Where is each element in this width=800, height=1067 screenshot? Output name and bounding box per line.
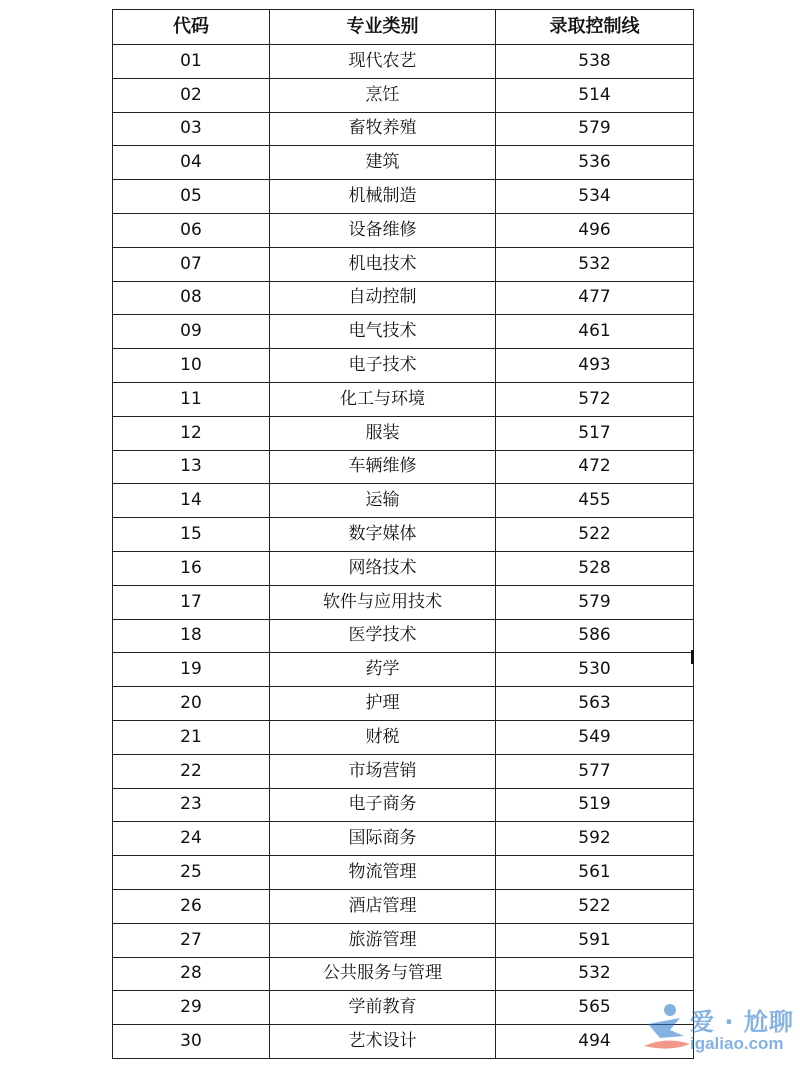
table-header-row [113,10,694,45]
admission-score-cell: 561 [496,856,694,890]
admission-score-cell: 577 [496,754,694,788]
admission-score-cell: 586 [496,619,694,653]
header-admission-score: 录取控制线 [496,10,694,45]
admission-score-cell: 549 [496,720,694,754]
admission-score-cell: 477 [496,281,694,315]
major-category-cell: 数字媒体 [270,518,496,552]
major-category-cell: 市场营销 [270,754,496,788]
admission-score-cell: 536 [496,146,694,180]
table-row [113,687,694,721]
admission-score-table [112,9,694,1059]
major-category-cell: 酒店管理 [270,889,496,923]
code-cell: 26 [113,889,270,923]
major-category-cell: 财税 [270,720,496,754]
table-row [113,180,694,214]
admission-score-cell: 532 [496,957,694,991]
code-cell: 28 [113,957,270,991]
table-row [113,112,694,146]
admission-score-cell: 563 [496,687,694,721]
major-category-cell: 机械制造 [270,180,496,214]
header-code: 代码 [113,10,270,45]
major-category-cell: 服装 [270,416,496,450]
table-row [113,889,694,923]
admission-score-cell: 528 [496,551,694,585]
code-cell: 07 [113,247,270,281]
table-row [113,957,694,991]
table-row [113,788,694,822]
major-category-cell: 现代农艺 [270,45,496,79]
table-row [113,653,694,687]
major-category-cell: 电子技术 [270,349,496,383]
watermark-url: igaliao.com [690,1034,784,1053]
code-cell: 24 [113,822,270,856]
admission-score-cell: 472 [496,450,694,484]
major-category-cell: 自动控制 [270,281,496,315]
admission-score-cell: 455 [496,484,694,518]
code-cell: 25 [113,856,270,890]
table-row [113,213,694,247]
code-cell: 29 [113,991,270,1025]
table-row [113,416,694,450]
admission-score-cell: 496 [496,213,694,247]
major-category-cell: 畜牧养殖 [270,112,496,146]
admission-score-cell: 494 [496,1025,694,1059]
admission-score-cell: 461 [496,315,694,349]
code-cell: 02 [113,78,270,112]
code-cell: 14 [113,484,270,518]
major-category-cell: 药学 [270,653,496,687]
major-category-cell: 烹饪 [270,78,496,112]
admission-score-cell: 591 [496,923,694,957]
table-row [113,923,694,957]
admission-score-cell: 530 [496,653,694,687]
code-cell: 18 [113,619,270,653]
site-watermark [640,998,795,1060]
table-body [113,45,694,1059]
admission-score-cell: 565 [496,991,694,1025]
table-row [113,484,694,518]
table-row [113,619,694,653]
table-row [113,856,694,890]
code-cell: 13 [113,450,270,484]
admission-score-cell: 532 [496,247,694,281]
admission-score-cell: 522 [496,518,694,552]
major-category-cell: 车辆维修 [270,450,496,484]
code-cell: 20 [113,687,270,721]
admission-score-cell: 579 [496,585,694,619]
code-cell: 10 [113,349,270,383]
admission-score-cell: 538 [496,45,694,79]
major-category-cell: 运输 [270,484,496,518]
table-row [113,349,694,383]
runner-logo-icon [640,1002,692,1056]
header-major-category: 专业类别 [270,10,496,45]
code-cell: 11 [113,382,270,416]
major-category-cell: 公共服务与管理 [270,957,496,991]
table-row [113,315,694,349]
code-cell: 19 [113,653,270,687]
code-cell: 16 [113,551,270,585]
major-category-cell: 网络技术 [270,551,496,585]
major-category-cell: 化工与环境 [270,382,496,416]
major-category-cell: 旅游管理 [270,923,496,957]
table-row [113,382,694,416]
table-row [113,822,694,856]
major-category-cell: 护理 [270,687,496,721]
code-cell: 30 [113,1025,270,1059]
table-row [113,78,694,112]
code-cell: 01 [113,45,270,79]
major-category-cell: 学前教育 [270,991,496,1025]
major-category-cell: 物流管理 [270,856,496,890]
code-cell: 03 [113,112,270,146]
table-row [113,247,694,281]
admission-score-sheet [112,9,693,1059]
admission-score-cell: 519 [496,788,694,822]
major-category-cell: 艺术设计 [270,1025,496,1059]
table-row [113,754,694,788]
major-category-cell: 建筑 [270,146,496,180]
code-cell: 04 [113,146,270,180]
admission-score-cell: 522 [496,889,694,923]
table-row [113,450,694,484]
cell-selection-marker [691,650,694,664]
table-row [113,281,694,315]
watermark-title: 爱 · 尬聊 [690,1008,794,1036]
code-cell: 05 [113,180,270,214]
table-row [113,1025,694,1059]
admission-score-cell: 534 [496,180,694,214]
table-row [113,991,694,1025]
major-category-cell: 机电技术 [270,247,496,281]
code-cell: 21 [113,720,270,754]
major-category-cell: 软件与应用技术 [270,585,496,619]
code-cell: 23 [113,788,270,822]
table-row [113,551,694,585]
code-cell: 12 [113,416,270,450]
admission-score-cell: 514 [496,78,694,112]
code-cell: 15 [113,518,270,552]
code-cell: 27 [113,923,270,957]
code-cell: 06 [113,213,270,247]
admission-score-cell: 517 [496,416,694,450]
table-row [113,146,694,180]
major-category-cell: 电气技术 [270,315,496,349]
major-category-cell: 设备维修 [270,213,496,247]
major-category-cell: 电子商务 [270,788,496,822]
code-cell: 08 [113,281,270,315]
code-cell: 17 [113,585,270,619]
table-row [113,518,694,552]
code-cell: 22 [113,754,270,788]
admission-score-cell: 579 [496,112,694,146]
admission-score-cell: 572 [496,382,694,416]
table-row [113,720,694,754]
admission-score-cell: 592 [496,822,694,856]
table-row [113,45,694,79]
code-cell: 09 [113,315,270,349]
table-row [113,585,694,619]
major-category-cell: 医学技术 [270,619,496,653]
admission-score-cell: 493 [496,349,694,383]
major-category-cell: 国际商务 [270,822,496,856]
